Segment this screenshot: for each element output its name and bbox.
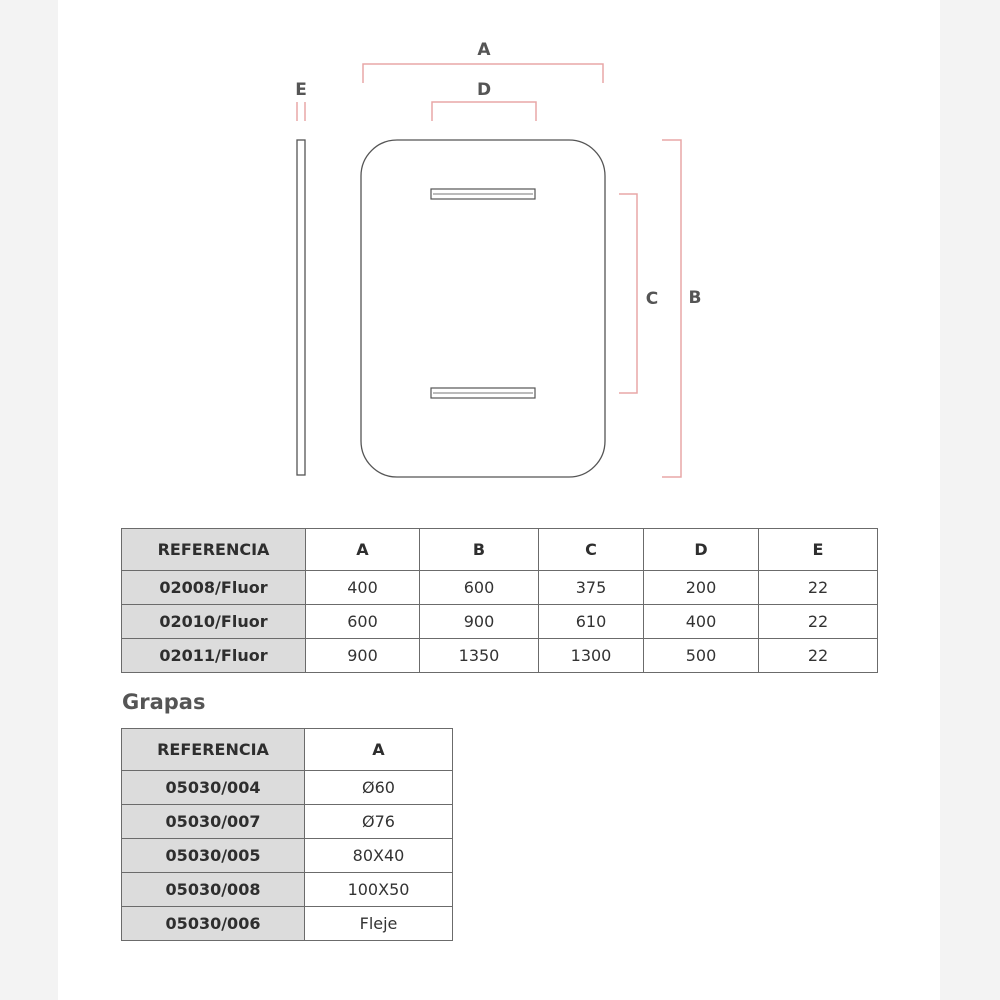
- table-header-row: [122, 729, 453, 771]
- table-row: [122, 605, 878, 639]
- row-reference: 05030/005: [122, 839, 305, 873]
- cell-a: Fleje: [305, 907, 453, 941]
- cell-c: 375: [539, 571, 644, 605]
- mirror-side-profile: [297, 140, 305, 475]
- header-d: D: [644, 529, 759, 571]
- cell-e: 22: [759, 571, 878, 605]
- cell-b: 900: [420, 605, 539, 639]
- dimension-b-label: B: [688, 288, 702, 308]
- row-reference: 05030/004: [122, 771, 305, 805]
- dimensions-table: [121, 528, 878, 673]
- table-row: [122, 639, 878, 673]
- header-b: B: [420, 529, 539, 571]
- table-row: [122, 771, 453, 805]
- table-row: [122, 873, 453, 907]
- table-header-row: [122, 529, 878, 571]
- cell-a: 600: [306, 605, 420, 639]
- cell-d: 500: [644, 639, 759, 673]
- row-reference: 02010/Fluor: [122, 605, 306, 639]
- table-row: [122, 805, 453, 839]
- cell-c: 1300: [539, 639, 644, 673]
- table-row: [122, 907, 453, 941]
- grapas-title: Grapas: [122, 690, 206, 714]
- row-reference: 02011/Fluor: [122, 639, 306, 673]
- header-referencia: REFERENCIA: [122, 729, 305, 771]
- cell-a: 80X40: [305, 839, 453, 873]
- cell-a: 100X50: [305, 873, 453, 907]
- row-reference: 05030/007: [122, 805, 305, 839]
- cell-b: 1350: [420, 639, 539, 673]
- row-reference: 02008/Fluor: [122, 571, 306, 605]
- cell-e: 22: [759, 639, 878, 673]
- table-row: [122, 571, 878, 605]
- top-lamp: [431, 189, 535, 199]
- dimension-a-label: A: [477, 40, 491, 60]
- table-row: [122, 839, 453, 873]
- cell-a: 900: [306, 639, 420, 673]
- grapas-table: [121, 728, 453, 941]
- cell-d: 400: [644, 605, 759, 639]
- row-reference: 05030/006: [122, 907, 305, 941]
- dimension-c-label: C: [645, 289, 659, 309]
- dimension-c-line: [619, 194, 637, 393]
- header-a: A: [306, 529, 420, 571]
- cell-a: 400: [306, 571, 420, 605]
- header-c: C: [539, 529, 644, 571]
- header-a: A: [305, 729, 453, 771]
- dimension-e-line: [297, 102, 305, 121]
- cell-a: Ø76: [305, 805, 453, 839]
- header-e: E: [759, 529, 878, 571]
- bottom-lamp: [431, 388, 535, 398]
- cell-d: 200: [644, 571, 759, 605]
- cell-c: 610: [539, 605, 644, 639]
- cell-a: Ø60: [305, 771, 453, 805]
- cell-e: 22: [759, 605, 878, 639]
- row-reference: 05030/008: [122, 873, 305, 907]
- dimension-d-label: D: [476, 80, 492, 100]
- dimension-b-line: [662, 140, 681, 477]
- dimension-e-label: E: [295, 80, 307, 100]
- header-referencia: REFERENCIA: [122, 529, 306, 571]
- dimension-d-line: [432, 102, 536, 121]
- cell-b: 600: [420, 571, 539, 605]
